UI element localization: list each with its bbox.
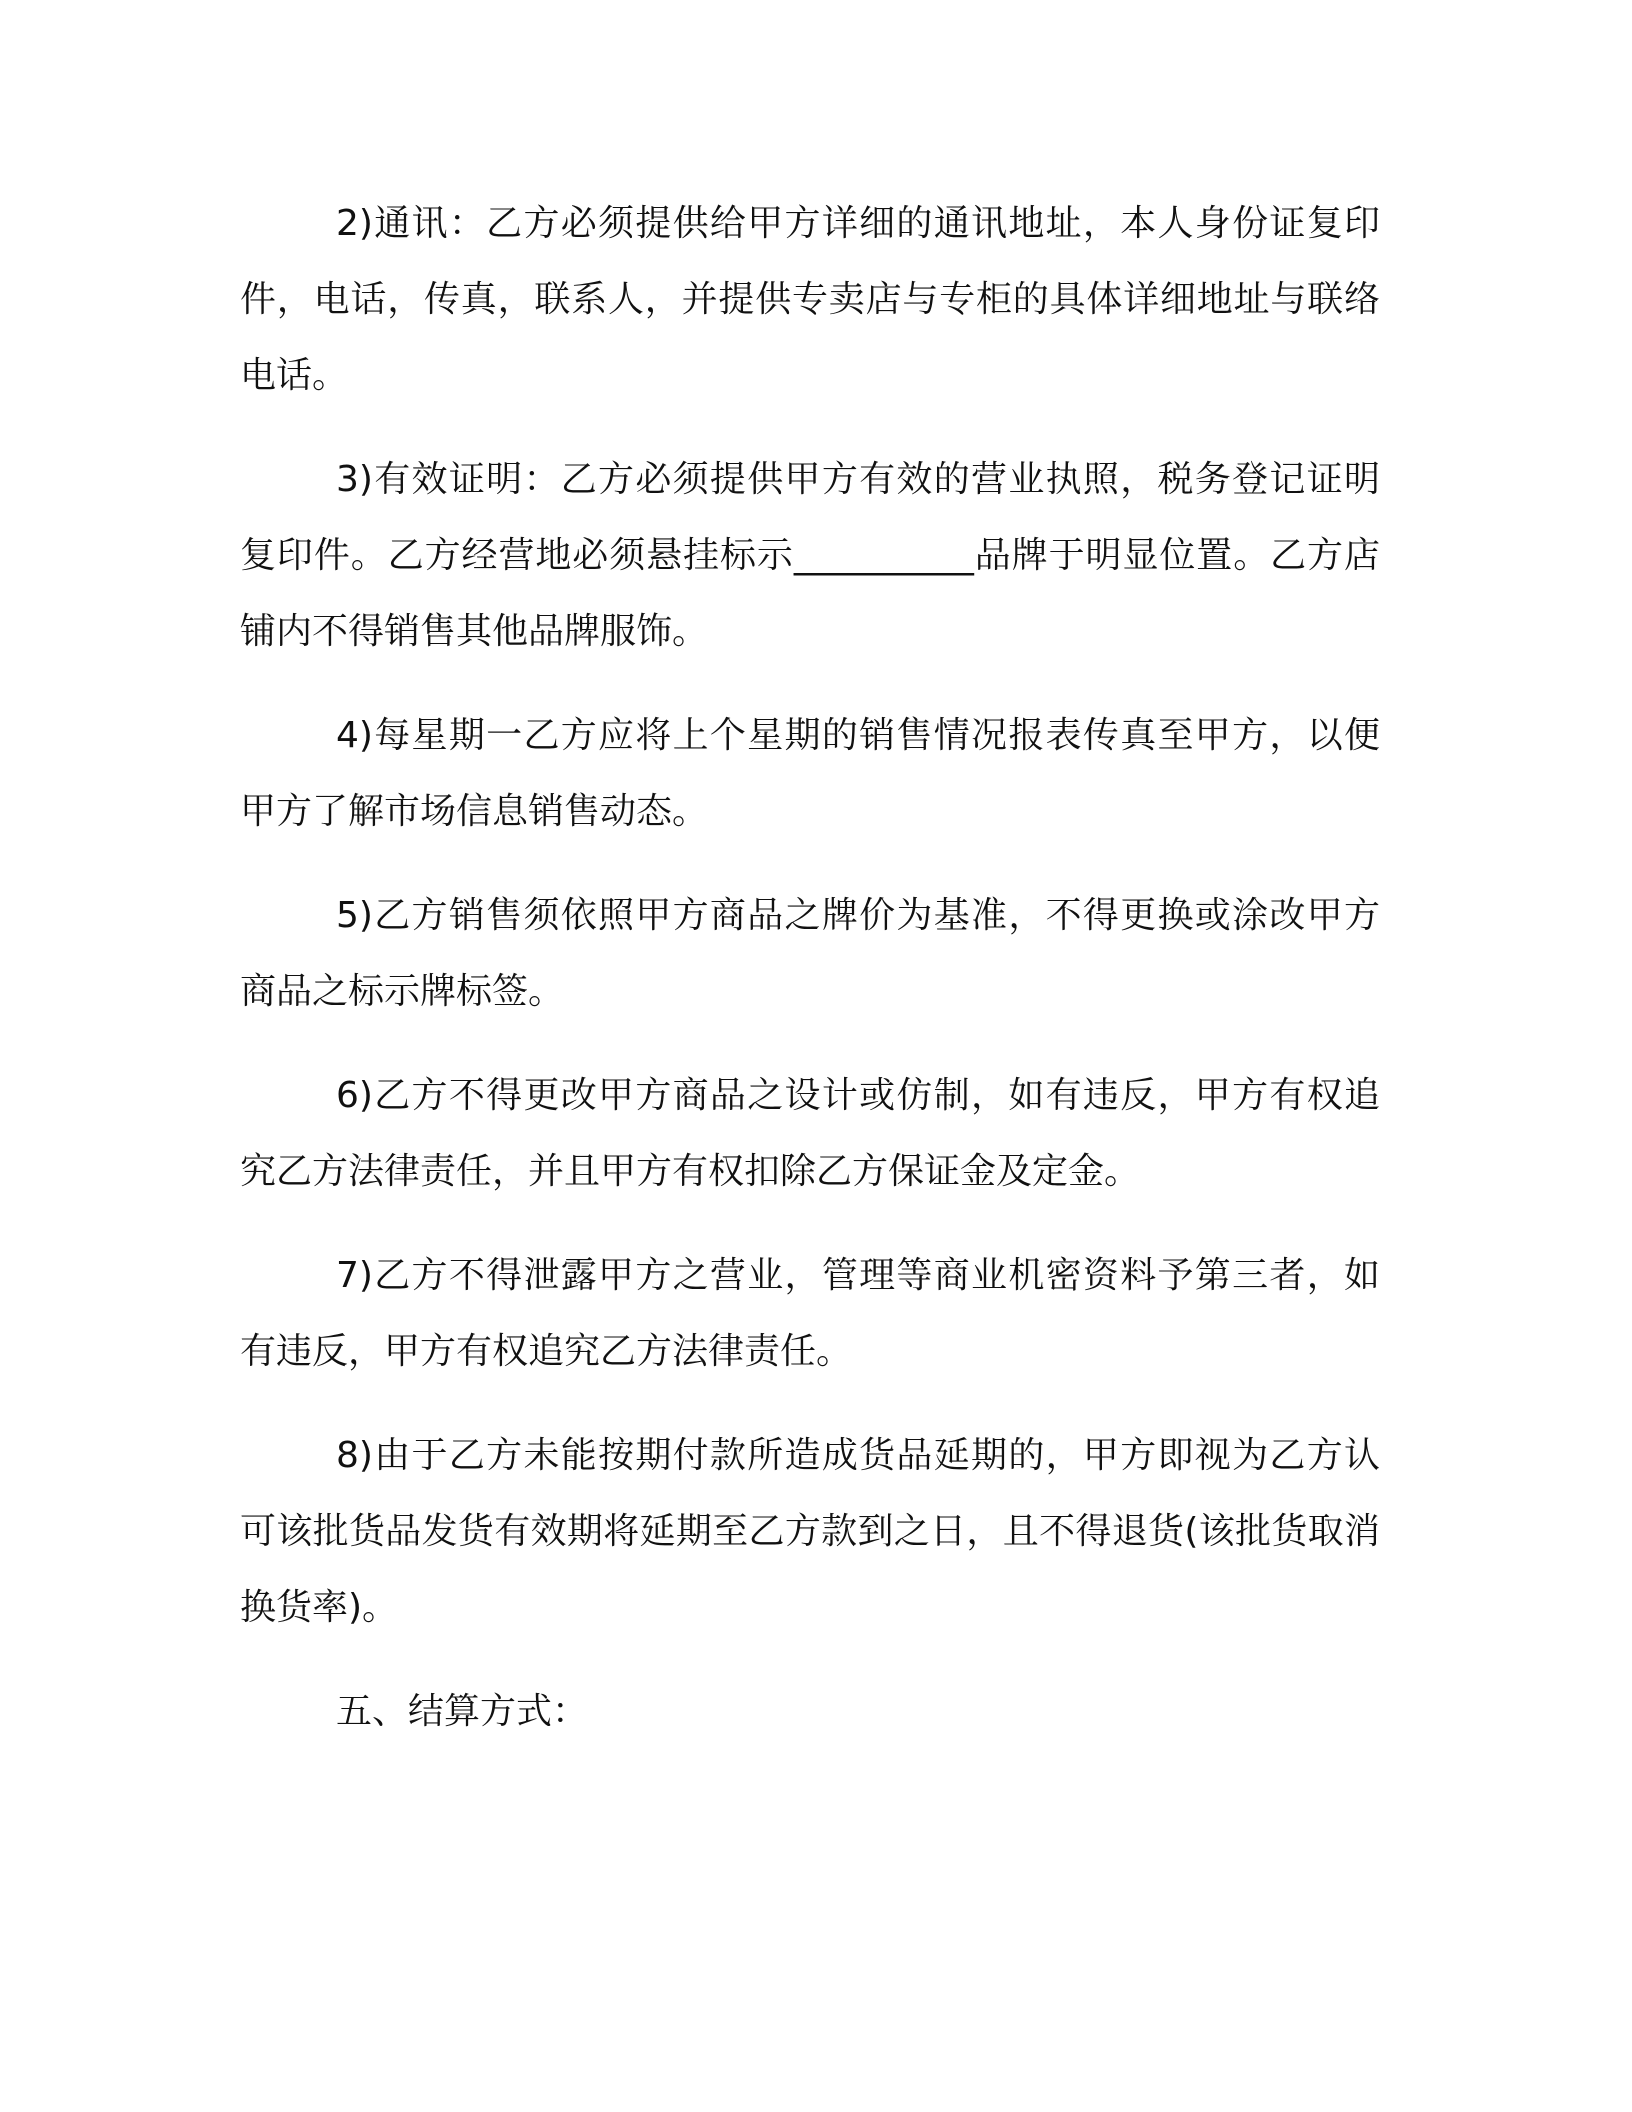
clause-4-weekly-report: 4)每星期一乙方应将上个星期的销售情况报表传真至甲方，以便甲方了解市场信息销售动态。 [240,715,1380,832]
clause-3-valid-proof: 3)有效证明：乙方必须提供甲方有效的营业执照，税务登记证明复印件。乙方经营地必须悬挂标示__________品牌于明显位置。乙方店铺内不得销售其他品牌服饰。 [240,459,1380,652]
document-body [240,186,1380,1750]
clause-8-late-payment: 8)由于乙方未能按期付款所造成货品延期的，甲方即视为乙方认可该批货品发货有效期将延期至乙方款到之日，且不得退货(该批货取消换货率)。 [240,1435,1380,1628]
clause-5-price-standard: 5)乙方销售须依照甲方商品之牌价为基准，不得更换或涂改甲方商品之标示牌标签。 [240,895,1380,1012]
clause-6-no-modification: 6)乙方不得更改甲方商品之设计或仿制，如有违反，甲方有权追究乙方法律责任，并且甲方有权扣除乙方保证金及定金。 [240,1075,1380,1192]
clause-7-confidentiality: 7)乙方不得泄露甲方之营业，管理等商业机密资料予第三者，如有违反，甲方有权追究乙方法律责任。 [240,1255,1380,1372]
section-heading-settlement: 五、结算方式： [336,1691,589,1732]
clause-2-communication: 2)通讯：乙方必须提供给甲方详细的通讯地址，本人身份证复印件，电话，传真，联系人，并提供专卖店与专柜的具体详细地址与联络电话。 [240,203,1380,396]
